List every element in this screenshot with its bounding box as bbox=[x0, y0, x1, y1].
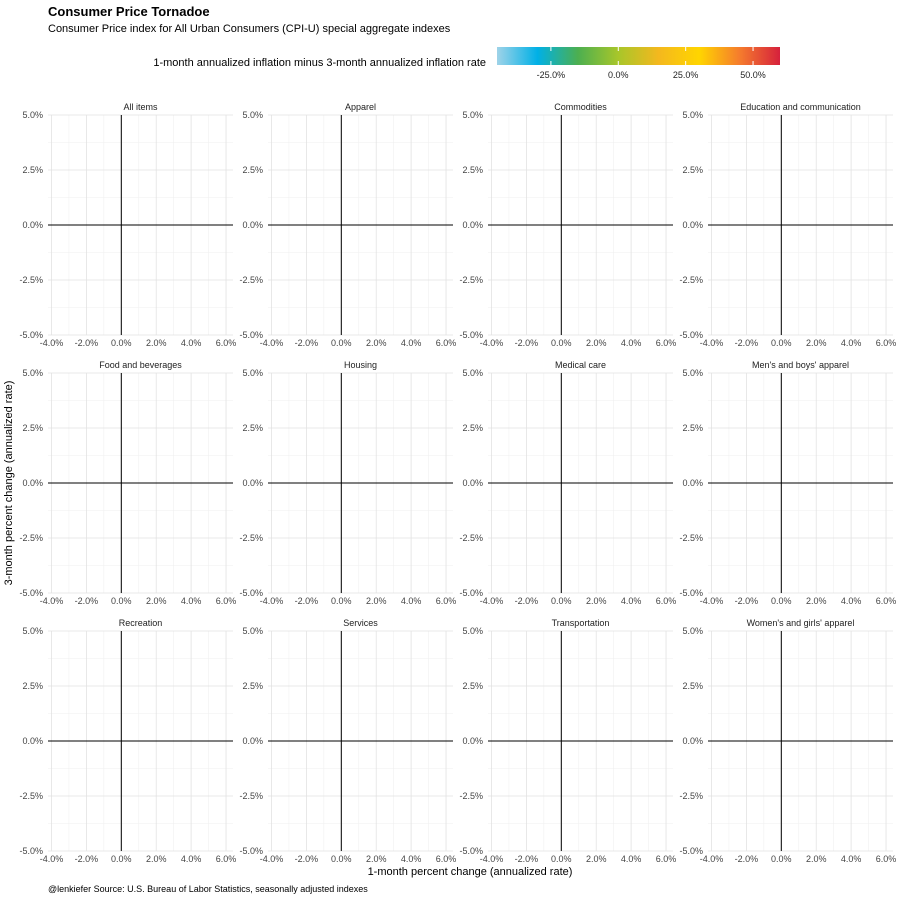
x-tick-label: 4.0% bbox=[840, 596, 862, 606]
facet-title: Food and beverages bbox=[99, 360, 182, 370]
x-tick-label: 4.0% bbox=[620, 596, 642, 606]
y-tick-label: -2.5% bbox=[19, 791, 43, 801]
x-tick-label: -2.0% bbox=[514, 338, 539, 348]
x-tick-label: 2.0% bbox=[145, 338, 167, 348]
x-tick-label: 2.0% bbox=[585, 854, 607, 864]
x-tick-label: 0.0% bbox=[551, 596, 572, 606]
x-tick-label: -4.0% bbox=[259, 596, 284, 606]
x-tick-label: -4.0% bbox=[699, 596, 724, 606]
x-tick-label: 6.0% bbox=[875, 338, 897, 348]
y-tick-label: -5.0% bbox=[459, 330, 483, 340]
x-tick-label: 6.0% bbox=[655, 854, 677, 864]
y-tick-label: 0.0% bbox=[462, 736, 483, 746]
y-tick-label: 0.0% bbox=[22, 220, 43, 230]
x-tick-label: 6.0% bbox=[435, 596, 457, 606]
facet-title: Medical care bbox=[554, 360, 607, 370]
x-tick-label: 2.0% bbox=[805, 338, 827, 348]
x-tick-label: 0.0% bbox=[551, 338, 572, 348]
x-axis-label: 1-month percent change (annualized rate) bbox=[367, 866, 573, 878]
y-tick-label: -2.5% bbox=[19, 275, 43, 285]
y-tick-label: 2.5% bbox=[22, 165, 43, 175]
y-tick-label: -5.0% bbox=[239, 846, 263, 856]
facet-title: Housing bbox=[343, 360, 378, 370]
x-tick-label: 0.0% bbox=[111, 338, 132, 348]
y-tick-label: 5.0% bbox=[682, 368, 703, 378]
y-tick-label: 2.5% bbox=[462, 423, 483, 433]
y-tick-label: -5.0% bbox=[19, 330, 43, 340]
y-tick-label: 0.0% bbox=[22, 478, 43, 488]
x-tick-label: 2.0% bbox=[365, 338, 387, 348]
y-tick-label: -2.5% bbox=[239, 791, 263, 801]
y-tick-label: 2.5% bbox=[242, 423, 263, 433]
y-tick-label: -5.0% bbox=[19, 846, 43, 856]
y-tick-label: -2.5% bbox=[239, 275, 263, 285]
x-tick-label: 4.0% bbox=[400, 854, 422, 864]
y-tick-label: 2.5% bbox=[682, 423, 703, 433]
y-tick-label: -5.0% bbox=[679, 846, 703, 856]
x-tick-label: 2.0% bbox=[805, 596, 827, 606]
y-tick-label: 2.5% bbox=[462, 681, 483, 691]
y-tick-label: 0.0% bbox=[682, 478, 703, 488]
y-tick-label: 5.0% bbox=[22, 368, 43, 378]
y-tick-label: 5.0% bbox=[22, 626, 43, 636]
x-tick-label: 6.0% bbox=[435, 338, 457, 348]
x-tick-label: -2.0% bbox=[294, 854, 319, 864]
x-tick-label: -4.0% bbox=[699, 338, 724, 348]
y-tick-label: 5.0% bbox=[462, 110, 483, 120]
chart-title: Consumer Price Tornadoe bbox=[48, 4, 210, 19]
x-tick-label: 2.0% bbox=[145, 854, 167, 864]
x-tick-label: 0.0% bbox=[551, 854, 572, 864]
facet-title: Women's and girls' apparel bbox=[746, 618, 855, 628]
x-tick-label: 6.0% bbox=[875, 596, 897, 606]
x-tick-label: -4.0% bbox=[479, 596, 504, 606]
x-tick-label: -2.0% bbox=[514, 596, 539, 606]
y-tick-label: 0.0% bbox=[682, 220, 703, 230]
x-tick-label: -2.0% bbox=[74, 854, 99, 864]
y-tick-label: 5.0% bbox=[462, 368, 483, 378]
x-tick-label: 4.0% bbox=[840, 338, 862, 348]
facet-title: Men's and boys' apparel bbox=[752, 360, 849, 370]
y-tick-label: -2.5% bbox=[239, 533, 263, 543]
x-tick-label: 4.0% bbox=[180, 596, 202, 606]
y-tick-label: 0.0% bbox=[462, 478, 483, 488]
y-tick-label: 2.5% bbox=[682, 165, 703, 175]
y-tick-label: 0.0% bbox=[22, 736, 43, 746]
y-tick-label: 0.0% bbox=[242, 220, 263, 230]
y-tick-label: 0.0% bbox=[242, 736, 263, 746]
y-tick-label: 2.5% bbox=[242, 681, 263, 691]
y-tick-label: 5.0% bbox=[462, 626, 483, 636]
x-tick-label: 2.0% bbox=[365, 854, 387, 864]
facet-title: All items bbox=[123, 102, 158, 112]
x-tick-label: -2.0% bbox=[734, 338, 759, 348]
y-tick-label: -5.0% bbox=[679, 588, 703, 598]
legend-colorbar bbox=[497, 47, 780, 65]
facet-title: Education and communication bbox=[740, 102, 861, 112]
legend-tick-label: 50.0% bbox=[740, 70, 766, 80]
x-tick-label: 2.0% bbox=[585, 596, 607, 606]
x-tick-label: 2.0% bbox=[145, 596, 167, 606]
y-tick-label: -2.5% bbox=[19, 533, 43, 543]
x-tick-label: -2.0% bbox=[74, 596, 99, 606]
x-tick-label: 0.0% bbox=[331, 338, 352, 348]
y-tick-label: -2.5% bbox=[679, 791, 703, 801]
y-tick-label: 2.5% bbox=[242, 165, 263, 175]
x-tick-label: 4.0% bbox=[620, 854, 642, 864]
x-tick-label: 0.0% bbox=[771, 854, 792, 864]
x-tick-label: -2.0% bbox=[294, 338, 319, 348]
x-tick-label: 6.0% bbox=[215, 596, 237, 606]
x-tick-label: -2.0% bbox=[294, 596, 319, 606]
x-tick-label: 4.0% bbox=[180, 338, 202, 348]
x-tick-label: 0.0% bbox=[331, 854, 352, 864]
x-tick-label: -2.0% bbox=[734, 596, 759, 606]
x-tick-label: 0.0% bbox=[331, 596, 352, 606]
x-tick-label: 0.0% bbox=[771, 338, 792, 348]
y-tick-label: -2.5% bbox=[459, 275, 483, 285]
x-tick-label: 0.0% bbox=[771, 596, 792, 606]
facet-title: Transportation bbox=[551, 618, 610, 628]
x-tick-label: -4.0% bbox=[39, 596, 64, 606]
x-tick-label: -4.0% bbox=[479, 338, 504, 348]
y-tick-label: -2.5% bbox=[679, 533, 703, 543]
y-tick-label: -5.0% bbox=[239, 588, 263, 598]
legend-tick-label: -25.0% bbox=[536, 70, 566, 80]
y-axis-label: 3-month percent change (annualized rate) bbox=[3, 380, 15, 586]
y-tick-label: 2.5% bbox=[22, 423, 43, 433]
x-tick-label: 4.0% bbox=[400, 596, 422, 606]
y-tick-label: -2.5% bbox=[459, 533, 483, 543]
x-tick-label: 6.0% bbox=[215, 338, 237, 348]
x-tick-label: 2.0% bbox=[805, 854, 827, 864]
y-tick-label: -5.0% bbox=[459, 846, 483, 856]
y-tick-label: -5.0% bbox=[679, 330, 703, 340]
x-tick-label: -2.0% bbox=[74, 338, 99, 348]
y-tick-label: -2.5% bbox=[459, 791, 483, 801]
facet-title: Apparel bbox=[344, 102, 377, 112]
x-tick-label: 6.0% bbox=[655, 338, 677, 348]
y-tick-label: 0.0% bbox=[462, 220, 483, 230]
x-tick-label: -2.0% bbox=[734, 854, 759, 864]
y-tick-label: -5.0% bbox=[19, 588, 43, 598]
x-tick-label: 6.0% bbox=[215, 854, 237, 864]
x-tick-label: 6.0% bbox=[875, 854, 897, 864]
chart-subtitle: Consumer Price index for All Urban Consumers (CPI-U) special aggregate indexes bbox=[48, 23, 451, 35]
y-tick-label: 0.0% bbox=[682, 736, 703, 746]
y-tick-label: -5.0% bbox=[459, 588, 483, 598]
facet-title: Services bbox=[343, 618, 378, 628]
y-tick-label: 5.0% bbox=[242, 368, 263, 378]
x-tick-label: 2.0% bbox=[585, 338, 607, 348]
x-tick-label: 4.0% bbox=[400, 338, 422, 348]
x-tick-label: -4.0% bbox=[479, 854, 504, 864]
y-tick-label: 0.0% bbox=[242, 478, 263, 488]
y-tick-label: 5.0% bbox=[242, 626, 263, 636]
x-tick-label: 4.0% bbox=[620, 338, 642, 348]
y-tick-label: 2.5% bbox=[22, 681, 43, 691]
x-tick-label: -4.0% bbox=[259, 854, 284, 864]
facet-title: Recreation bbox=[118, 618, 163, 628]
source-caption: @lenkiefer Source: U.S. Bureau of Labor Statistics, seasonally adjusted indexes bbox=[48, 884, 368, 894]
x-tick-label: 0.0% bbox=[111, 854, 132, 864]
x-tick-label: 4.0% bbox=[180, 854, 202, 864]
x-tick-label: 0.0% bbox=[111, 596, 132, 606]
y-tick-label: 2.5% bbox=[682, 681, 703, 691]
x-tick-label: 6.0% bbox=[435, 854, 457, 864]
legend-tick-label: 25.0% bbox=[672, 70, 699, 80]
y-tick-label: 5.0% bbox=[682, 110, 703, 120]
x-tick-label: 4.0% bbox=[840, 854, 862, 864]
y-tick-label: -2.5% bbox=[679, 275, 703, 285]
x-tick-label: 2.0% bbox=[365, 596, 387, 606]
y-tick-label: 5.0% bbox=[22, 110, 43, 120]
facet-title: Commodities bbox=[554, 102, 607, 112]
legend-title: 1-month annualized inflation minus 3-month annualized inflation rate bbox=[153, 57, 486, 69]
legend-tick-label: 0.0% bbox=[608, 70, 629, 80]
y-tick-label: 2.5% bbox=[462, 165, 483, 175]
y-tick-label: 5.0% bbox=[682, 626, 703, 636]
x-tick-label: -4.0% bbox=[39, 338, 64, 348]
x-tick-label: -4.0% bbox=[699, 854, 724, 864]
x-tick-label: 6.0% bbox=[655, 596, 677, 606]
x-tick-label: -4.0% bbox=[259, 338, 284, 348]
y-tick-label: 5.0% bbox=[242, 110, 263, 120]
x-tick-label: -4.0% bbox=[39, 854, 64, 864]
y-tick-label: -5.0% bbox=[239, 330, 263, 340]
x-tick-label: -2.0% bbox=[514, 854, 539, 864]
